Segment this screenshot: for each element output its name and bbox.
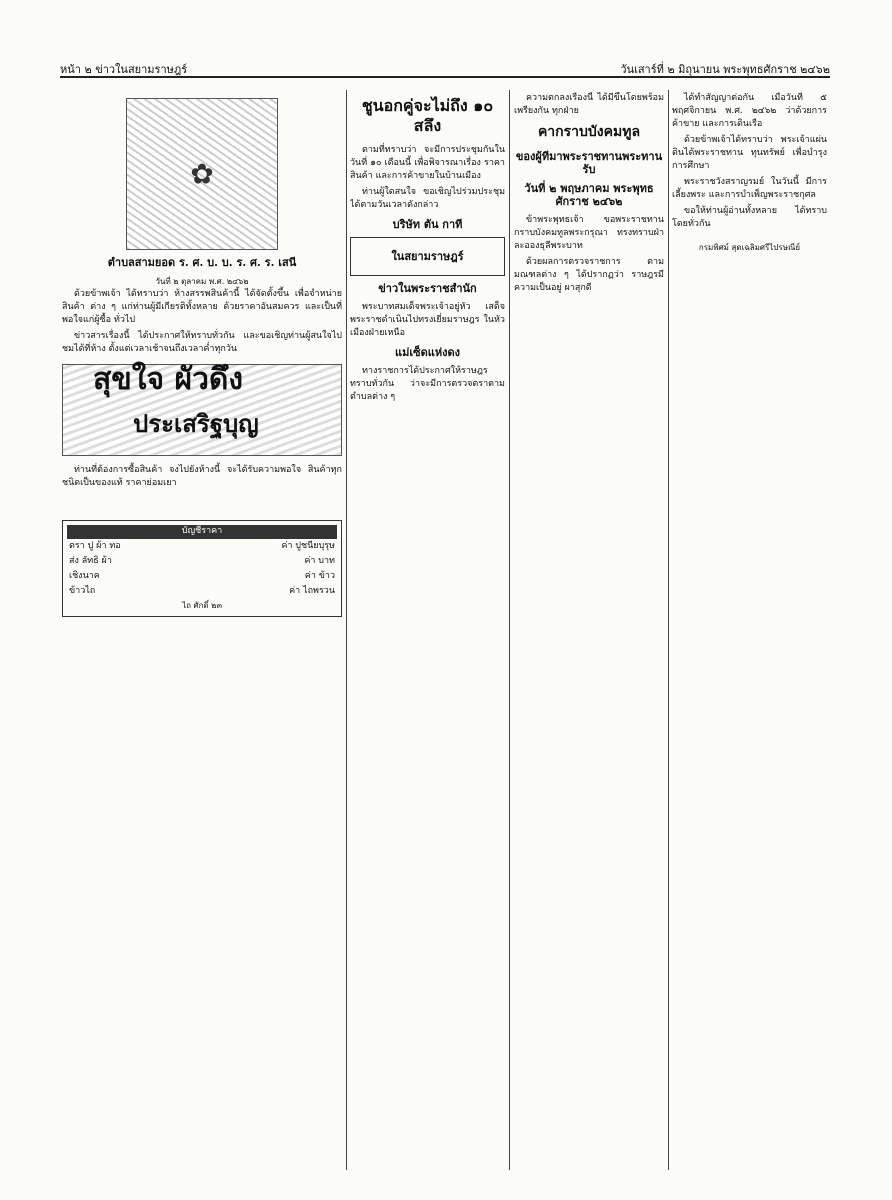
table-row: ตรา ปู ผ้า ทอ ค่า ปูชนียบุรุษ [69, 541, 335, 551]
table-footer: ไถ ศักดิ์ ๒๓ [182, 601, 222, 610]
section-headline: คากราบบังคมทูล [537, 124, 641, 140]
masthead-box [350, 237, 505, 276]
column-2 [350, 92, 505, 1172]
header-right: วันเสาร์ที่ ๒ มิถุนายน พระพุทธศักราช ๒๔๖๒ [620, 63, 830, 76]
section-heading: วันที่ ๒ พฤษภาคม พระพุทธศักราช ๒๔๖๒ [524, 182, 654, 208]
paragraph: ทางราชการได้ประกาศให้ราษฎร ทราบทั่วกัน ว่าจะมีการตรวจตราตามตำบลต่าง ๆ [350, 366, 505, 402]
table-row: เชิงนาค ค่า ข้าว [69, 571, 335, 581]
paragraph: ความตกลงเรื่องนี้ ได้มีขึ้นโดยพร้อมเพรียงกัน ทุกฝ่าย [514, 93, 664, 116]
table-row: ข้าวไถ ค่า ไถพรวน [69, 586, 335, 596]
paragraph: ข่าวสารเรื่องนี้ ได้ประกาศให้ทราบทั่วกัน และขอเชิญท่านผู้สนใจไปชมได้ที่ห้าง ตั้งแต่เวลาเช้าจนถึงเวลาค่ำทุกวัน [62, 331, 342, 354]
table-header: บัญชีราคา [67, 525, 337, 539]
advertisement-banner [62, 364, 342, 456]
paragraph: พระราชวังสราญรมย์ ในวันนี้ มีการเลี้ยงพระ และการบำเพ็ญพระราชกุศล [672, 177, 827, 200]
section-heading: ข่าวในพระราชสำนัก [378, 282, 477, 295]
paragraph: ด้วยข้าพเจ้าได้ทราบว่า พระเจ้าแผ่นดินได้พระราชทาน ทุนทรัพย์ เพื่อบำรุงการศึกษา [672, 135, 827, 171]
paragraph: ท่านผู้ใดสนใจ ขอเชิญไปร่วมประชุมได้ตามวันเวลาดังกล่าว [350, 187, 505, 210]
paragraph: ได้ทำสัญญาต่อกัน เมื่อวันที่ ๕ พฤศจิกายน พ.ศ. ๒๔๖๒ ว่าด้วยการค้าขาย และการเดินเรือ [672, 93, 827, 129]
column-4 [672, 92, 827, 1172]
header-rule [60, 76, 830, 78]
paragraph: ข้าพระพุทธเจ้า ขอพระราชทานกราบบังคมทูลพระกรุณา ทรงทราบฝ่าละอองธุลีพระบาท [514, 215, 664, 251]
column-1 [62, 92, 342, 1172]
column-divider [509, 90, 510, 1170]
paragraph: ตามที่ทราบว่า จะมีการประชุมกันในวันที่ ๑๐ เดือนนี้ เพื่อพิจารณาเรื่อง ราคาสินค้า และการค้าขายในบ้านเมือง [350, 145, 505, 181]
figure-icon: ✿ [190, 157, 214, 191]
column-divider [668, 90, 669, 1170]
paragraph: พระบาทสมเด็จพระเจ้าอยู่หัว เสด็จพระราชดำเนินไปทรงเยี่ยมราษฎร ในหัวเมืองฝ่ายเหนือ [350, 302, 505, 338]
section-heading: ในสยามราษฎร์ [391, 250, 464, 263]
paragraph: ด้วยข้าพเจ้า ได้ทราบว่า ห้างสรรพสินค้านี้ ได้จัดตั้งขึ้น เพื่อจำหน่ายสินค้า ต่าง ๆ แก่ท่านผู้มีเกียรติทั้งหลาย ด้วยราคาอันสมควร และเป็นที่พอใจแก่ผู้ซื้อ ทั่วไป [62, 289, 342, 325]
section-heading: ของผู้ทีมาพระราชทานพระทานรับ [515, 150, 663, 176]
table-row: ส่ง ลัทธิ ผ้า ค่า บาท [69, 556, 335, 566]
price-table [62, 520, 342, 617]
page-header [60, 54, 830, 76]
ad-title: สุขใจ ผัวดึง [93, 362, 244, 397]
column-divider [346, 90, 347, 1170]
date: วันที่ ๒ ตุลาคม พ.ศ. ๒๔๖๒ [155, 277, 249, 286]
section-heading: แม่เซ็ดแห่งดง [395, 346, 460, 359]
engraving-image [126, 98, 278, 250]
paragraph: ด้วยผลการตรวจราชการ ตามมณฑลต่าง ๆ ได้ปรากฏว่า ราษฎรมีความเป็นอยู่ ผาสุกดี [514, 257, 664, 293]
section-heading: บริษัท ตัน กาที [392, 218, 463, 231]
headline: ชูนอกคู่จะไม่ถึง ๑๐ สลึง [361, 96, 494, 135]
paragraph: ขอให้ท่านผู้อ่านทั้งหลาย ได้ทราบโดยทั่วกัน [672, 206, 827, 229]
caption: ตำบลสามยอด ร. ศ. บ. บ. ร. ศ. ร. เสนี [107, 256, 297, 269]
column-footer: กรมพิศม์ สุดเฉลิมศรีไปรษณีย์ [698, 243, 801, 252]
header-left: หน้า ๒ ข่าวในสยามราษฎร์ [60, 63, 188, 76]
column-3 [514, 92, 664, 1172]
ad-subtitle: ประเสริฐบุญ [133, 409, 259, 438]
paragraph: ท่านที่ต้องการซื้อสินค้า จงไปยังห้างนี้ จะได้รับความพอใจ สินค้าทุกชนิดเป็นของแท้ ราคาย่อมเยา [62, 465, 342, 488]
